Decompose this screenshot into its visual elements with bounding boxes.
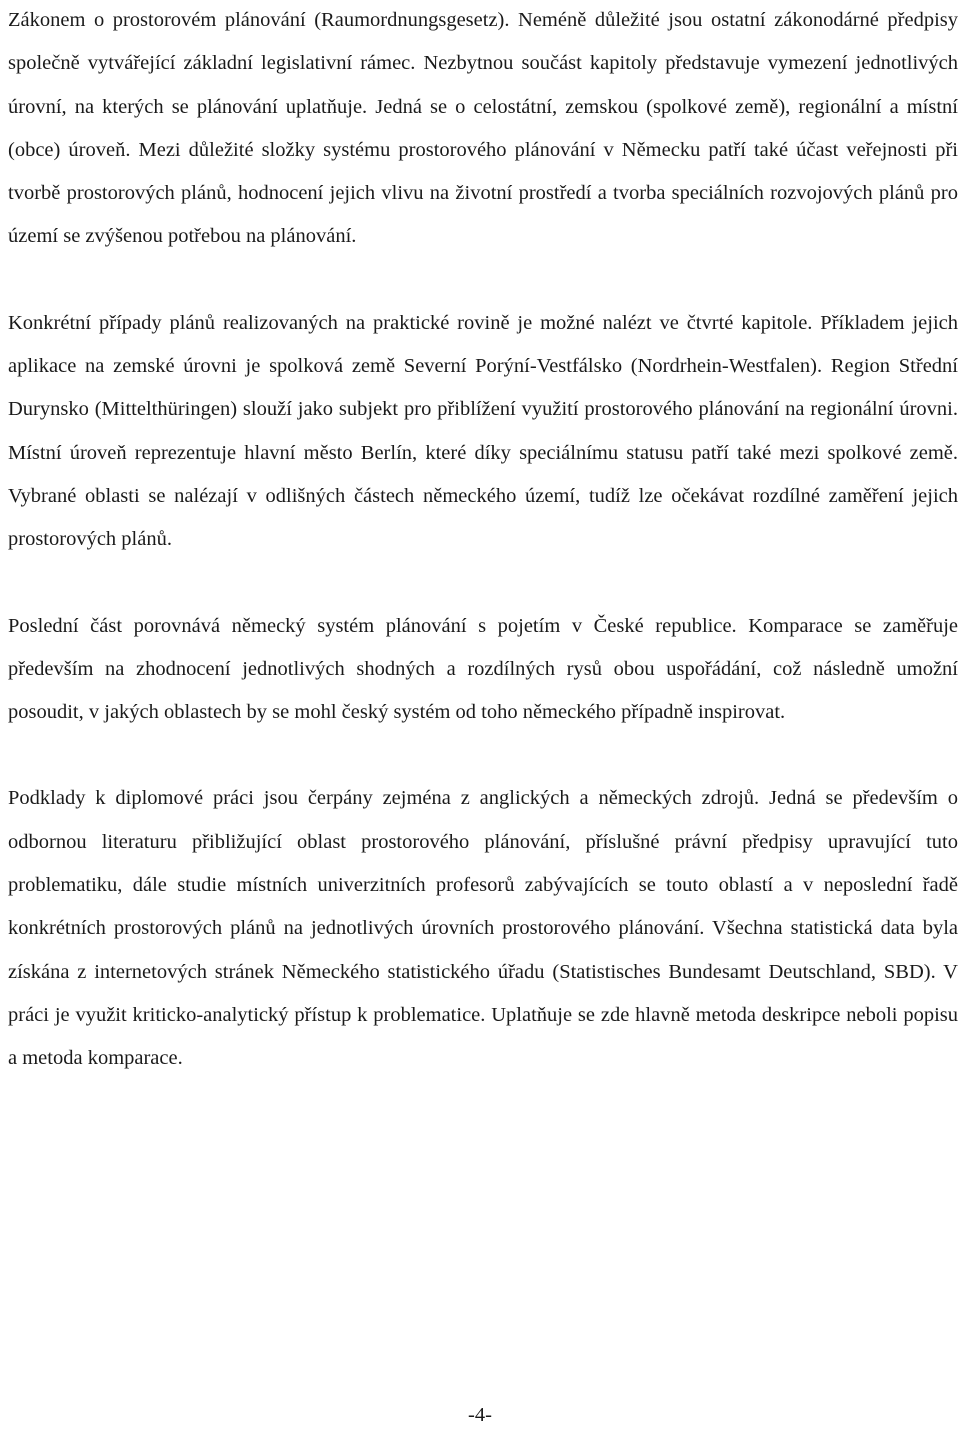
paragraph-comparison: Poslední část porovnává německý systém plánování s pojetím v České republice. Komparace se zaměřuje především na zhodnocení jednotlivých shodných a rozdílných rysů obou uspořádání, což následně umožní posoudit, v jakých oblastech by se mohl český systém od toho německého případně inspirovat. — [8, 614, 958, 724]
paragraph-scope: Zákonem o prostorovém plánování (Raumordnungsgesetz). Neméně důležité jsou ostatní zákonodárné předpisy společně vytvářející základní legislativní rámec. Nezbytnou součást kapitoly představuje vymezení jednotlivých úrovní, na kterých se plánování uplatňuje. Jedná se o celostátní, zemskou (spolkové země), regionální a místní (obce) úroveň. Mezi důležité složky systému prostorového plánování v Německu patří také účast veřejnosti při tvorbě prostorových plánů, hodnocení jejich vlivu na životní prostředí a tvorba speciálních rozvojových plánů pro území se zvýšenou potřebou na plánování. — [8, 9, 958, 248]
paragraph-spacer — [8, 562, 958, 605]
page-number: -4- — [468, 1404, 492, 1426]
paragraph-spacer — [8, 259, 958, 302]
paragraph-case-studies: Konkrétní případy plánů realizovaných na praktické rovině je možné nalézt ve čtvrté kapitole. Příkladem jejich aplikace na zemské úrovni je spolková země Severní Porýní-Vestfálsko (Nordrhein-Westfalen). Region Střední Durynsko (Mittelthüringen) slouží jako subjekt pro přiblížení využití prostorového plánování na regionální úrovni. Místní úroveň reprezentuje hlavní město Berlín, které díky speciálnímu statusu patří také mezi spolkové země. Vybrané oblasti se nalézají v odlišných částech německého území, tudíž lze očekávat rozdílné zaměření jejich prostorových plánů. — [8, 311, 958, 551]
paragraph-spacer — [8, 734, 958, 777]
document-body — [8, 0, 958, 1081]
paragraph-sources: Podklady k diplomové práci jsou čerpány zejména z anglických a německých zdrojů. Jedná se především o odbornou literaturu přibližující oblast prostorového plánování, příslušné právní předpisy upravující tuto problematiku, dále studie místních univerzitních profesorů zabývajících se touto oblastí a v neposlední řadě konkrétních prostorových plánů na jednotlivých úrovních prostorového plánování. Všechna statistická data byla získána z internetových stránek Německého statistického úřadu (Statistisches Bundesamt Deutschland, SBD). V práci je využit kriticko-analytický přístup k problematice. Uplatňuje se zde hlavně metoda deskripce neboli popisu a metoda komparace. — [8, 787, 958, 1070]
